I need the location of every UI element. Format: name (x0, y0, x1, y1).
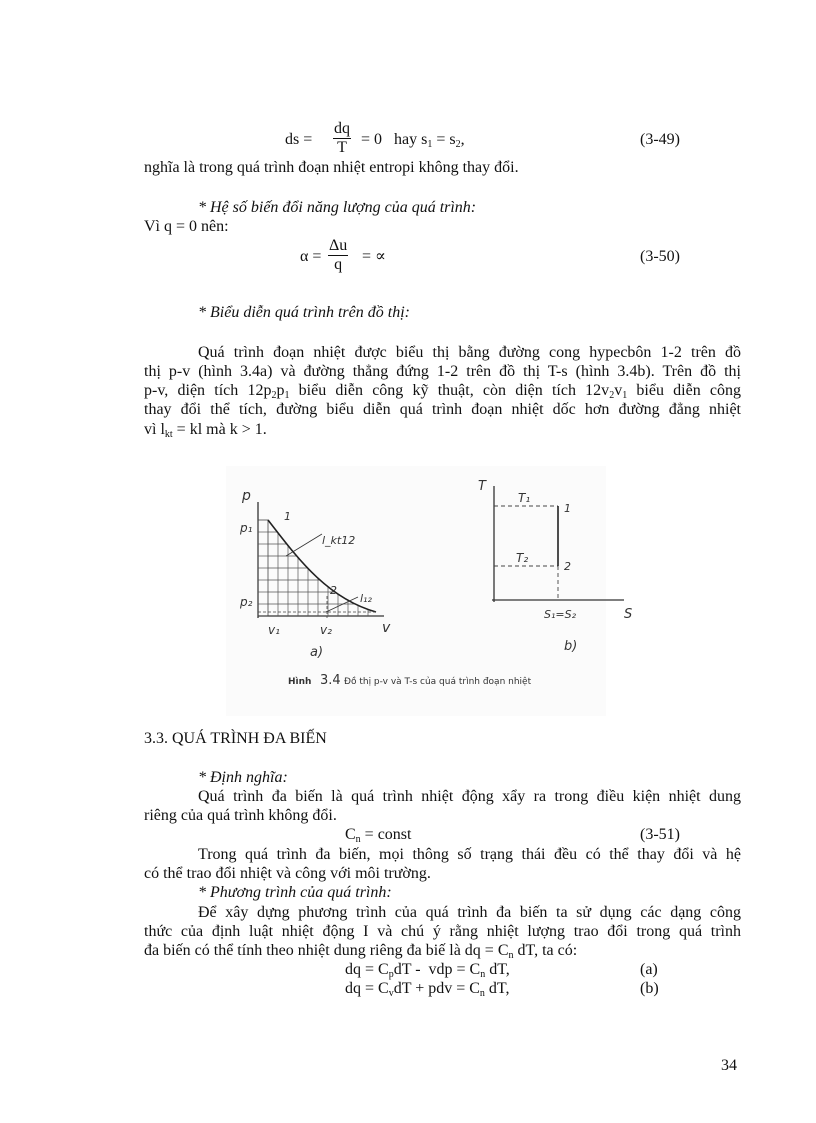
figure-caption (288, 673, 532, 688)
equation-b-label: (b) (640, 980, 659, 997)
para-state-line2: có thể trao đổi nhiệt và công với môi trường. (144, 865, 431, 882)
pv-label-v: v (382, 620, 391, 636)
pv-label-lkt12: l_kt12 (322, 534, 356, 547)
page-number: 34 (721, 1057, 737, 1074)
ts-sublabel-b: b) (564, 639, 578, 654)
para1-line2: thị p-v (hình 3.4a) và đường thẳng đứng 1-2 trên đồ thị T-s (hình 3.4b). Trên đồ thị (144, 363, 741, 380)
pv-left-hatch (258, 532, 268, 604)
pv-label-v2: v₂ (320, 623, 332, 637)
pv-l12-leader (326, 597, 358, 612)
caption-number: 3.4 (320, 673, 341, 688)
pv-label-2: 2 (330, 584, 337, 597)
heading-coefficient: * Hệ số biến đổi năng lượng của quá trình: (198, 199, 477, 216)
para1-line5: vì $l_{kt}$ = kl mà k > 1. (144, 421, 267, 440)
equation-b: dq = $C_vdT$ + pdv = $C_n$ dT, (b) (345, 980, 659, 999)
para-def-line2: riêng của quá trình không đổi. (144, 807, 337, 824)
equation-3-50 (300, 237, 705, 277)
eq349-number: (3-49) (640, 131, 680, 148)
equation-a: dq = $C_pdT$ - vdp = $C_n$ dT, (a) (345, 961, 658, 980)
figure-3-4-svg (226, 466, 633, 716)
pv-label-l12: l₁₂ (360, 592, 372, 605)
pv-lkt-leader (286, 534, 322, 556)
heading-equation: * Phương trình của quá trình: (198, 884, 392, 901)
eq349-fraction (333, 120, 351, 157)
eq351-lhs: $C_n$ = const (345, 826, 412, 845)
eq350-fraction (328, 237, 348, 274)
para-eq-line2: thức của định luật nhiệt động I và chú ý rằng nhiệt lượng trao đổi trong quá trình (144, 923, 741, 940)
ts-label-2: 2 (564, 560, 571, 573)
equation-3-49 (285, 120, 705, 160)
line-entropy: nghĩa là trong quá trình đoạn nhiệt entropi không thay đổi. (144, 159, 519, 176)
pv-label-p2: p₂ (240, 595, 253, 609)
pv-label-v1: v₁ (268, 623, 280, 637)
pv-label-p1: p₁ (240, 521, 253, 535)
para-eq-line1: Để xây dựng phương trình của quá trình đa biến ta sử dụng các dạng công (198, 904, 741, 921)
line-q-zero: Vì q = 0 nên: (144, 218, 229, 235)
para1-line4: thay đổi thể tích, đường biểu diễn quá trình đoạn nhiệt dốc hơn đường đẳng nhiệt (144, 401, 741, 418)
figure-3-4 (226, 466, 633, 716)
eq350-denominator: q (334, 256, 343, 273)
heading-definition: * Định nghĩa: (198, 769, 288, 786)
pv-label-1: 1 (284, 510, 291, 523)
heading-graph: * Biểu diễn quá trình trên đồ thị: (198, 304, 410, 321)
eq350-lhs: α = (300, 248, 322, 265)
ts-label-1: 1 (564, 502, 571, 515)
ts-diagram (478, 479, 632, 654)
pv-diagram (239, 488, 391, 660)
para-def-line1: Quá trình đa biến là quá trình nhiệt động xẩy ra trong điều kiện nhiệt dung (198, 788, 741, 805)
section-title: 3.3. QUÁ TRÌNH ĐA BIẾN (144, 730, 327, 747)
eq351-number: (3-51) (640, 826, 680, 843)
ts-label-T: T (478, 479, 486, 494)
equation-a-label: (a) (640, 961, 658, 978)
pv-sublabel-a: a) (310, 645, 324, 660)
para1-line1: Quá trình đoạn nhiệt được biểu thị bằng đường cong hypecbôn 1-2 trên đồ (198, 344, 741, 361)
ts-label-s1s2: S₁=S₂ (544, 608, 577, 621)
eq349-denominator: T (337, 139, 347, 156)
para-state-line1: Trong quá trình đa biến, mọi thông số trạng thái đều có thể thay đổi và hệ (198, 846, 741, 863)
caption-hinh: Hình (288, 677, 312, 687)
caption-text: Đồ thị p-v và T-s của quá trình đoạn nhiệt (344, 677, 532, 687)
equation-3-51 (345, 825, 725, 845)
eq350-rhs: = ∝ (362, 248, 386, 265)
eq350-number: (3-50) (640, 248, 680, 265)
ts-label-S: S (624, 607, 633, 622)
ts-label-T2: T₂ (516, 551, 529, 565)
eq350-numerator: Δu (329, 237, 348, 254)
ts-label-T1: T₁ (518, 491, 531, 505)
eq349-numerator: dq (334, 120, 350, 137)
para-eq-line3: đa biến có thể tính theo nhiệt dung riêng đa biế là dq = $C_n$ dT, ta có: (144, 942, 578, 961)
para1-line3: p-v, diện tích $12p_2p_1$ biểu diễn công kỹ thuật, còn diện tích $12v_2v_1$ biểu diễn công (144, 382, 742, 401)
eq349-rhs: = 0 hay $s_1 = s_2$, (361, 131, 465, 150)
pv-label-p: p (242, 488, 251, 504)
eq349-lhs: ds = (285, 131, 313, 148)
